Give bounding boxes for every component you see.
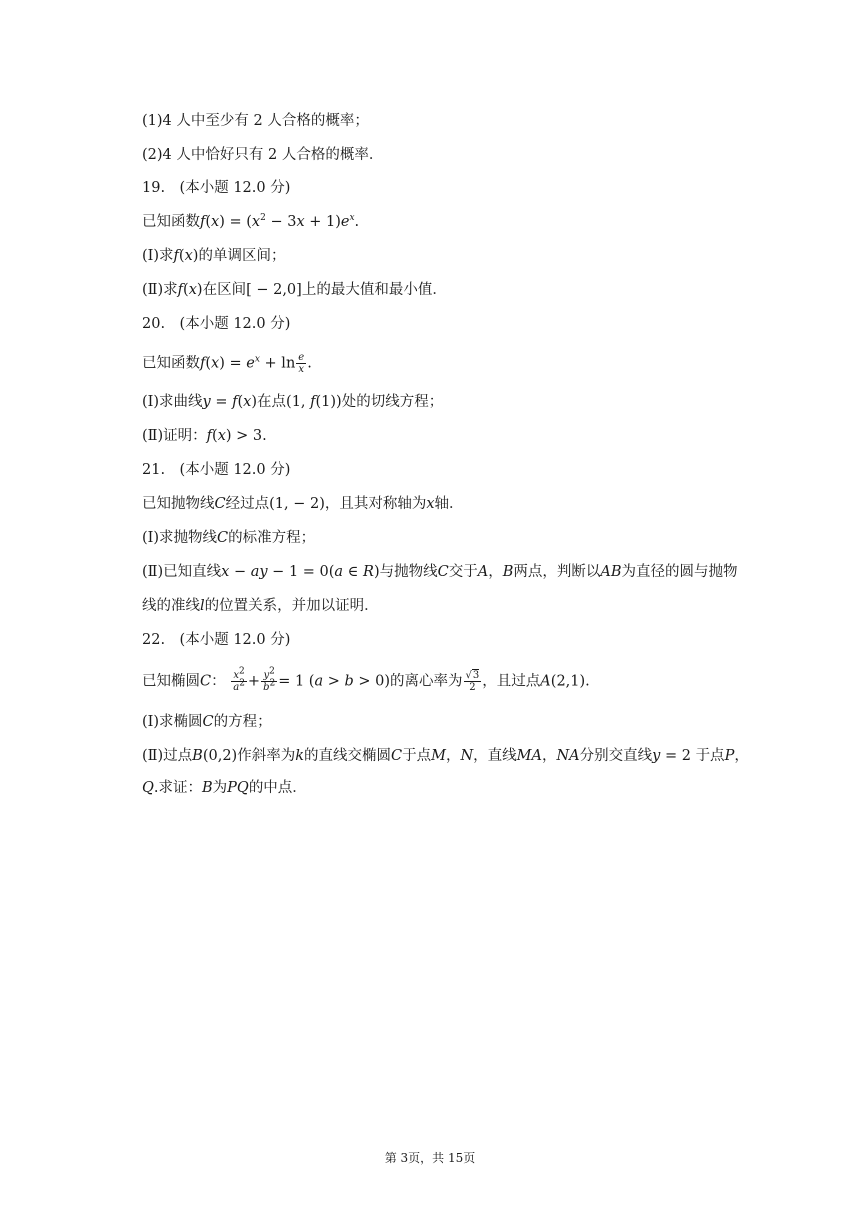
q19-heading: 19. (本小题 12.0 分)	[142, 180, 291, 196]
page-footer: 第 3页，共 15页	[384, 1151, 476, 1165]
q20-heading: 20. (本小题 12.0 分)	[142, 316, 291, 332]
q20-stem: 已知函数$f(x) = e^x + \ln$ $\frac{e}{x}$ .	[142, 352, 312, 375]
q21-part1: (Ⅰ)求抛物线C的标准方程；	[142, 530, 316, 546]
q19-part2: (Ⅱ)求f(x)在区间[ − 2,0]上的最大值和最小值．	[142, 282, 447, 298]
q21-part2-line2: 线的准线l的位置关系，并加以证明．	[142, 598, 379, 614]
q19-stem: 已知函数$f(x) = (x^2 - 3x + 1)e^x$.	[142, 213, 360, 230]
q21-heading: 21. (本小题 12.0 分)	[142, 462, 291, 478]
q18-part1: (1)4 人中至少有 2 人合格的概率；	[142, 113, 369, 129]
q20-part1: (Ⅰ)求曲线y = f(x)在点(1, f(1))处的切线方程；	[142, 394, 444, 410]
q22-part2-line1: (Ⅱ)过点B(0,2)作斜率为k的直线交椭圆C于点M，N，直线MA，NA分别交直线y = 2 于点P，	[142, 748, 749, 764]
q21-stem: 已知抛物线C经过点(1, − 2)，且其对称轴为x轴．	[142, 496, 464, 512]
q21-part2-line1: (Ⅱ)已知直线x − ay − 1 = 0(a ∈ R)与抛物线C交于A，B两点，判断以AB为直径的圆与抛物	[142, 564, 738, 580]
q22-part2-line2: Q.求证：B为PQ的中点．	[142, 780, 307, 796]
q20-part2: (Ⅱ)证明：f(x) > 3.	[142, 428, 267, 444]
q18-part2: (2)4 人中恰好只有 2 人合格的概率．	[142, 147, 384, 163]
q19-part1: (Ⅰ)求f(x)的单调区间；	[142, 248, 286, 264]
q22-heading: 22. (本小题 12.0 分)	[142, 632, 291, 648]
q22-stem: 已知椭圆C： $\frac{x^2}{a^2}$ + $\frac{y^2}{b^2}$ = 1 (a > b > 0)的离心率为 $\frac{√3}{2}$ ，且过点A(2,1).	[142, 666, 590, 693]
q22-part1: (Ⅰ)求椭圆C的方程；	[142, 714, 272, 730]
